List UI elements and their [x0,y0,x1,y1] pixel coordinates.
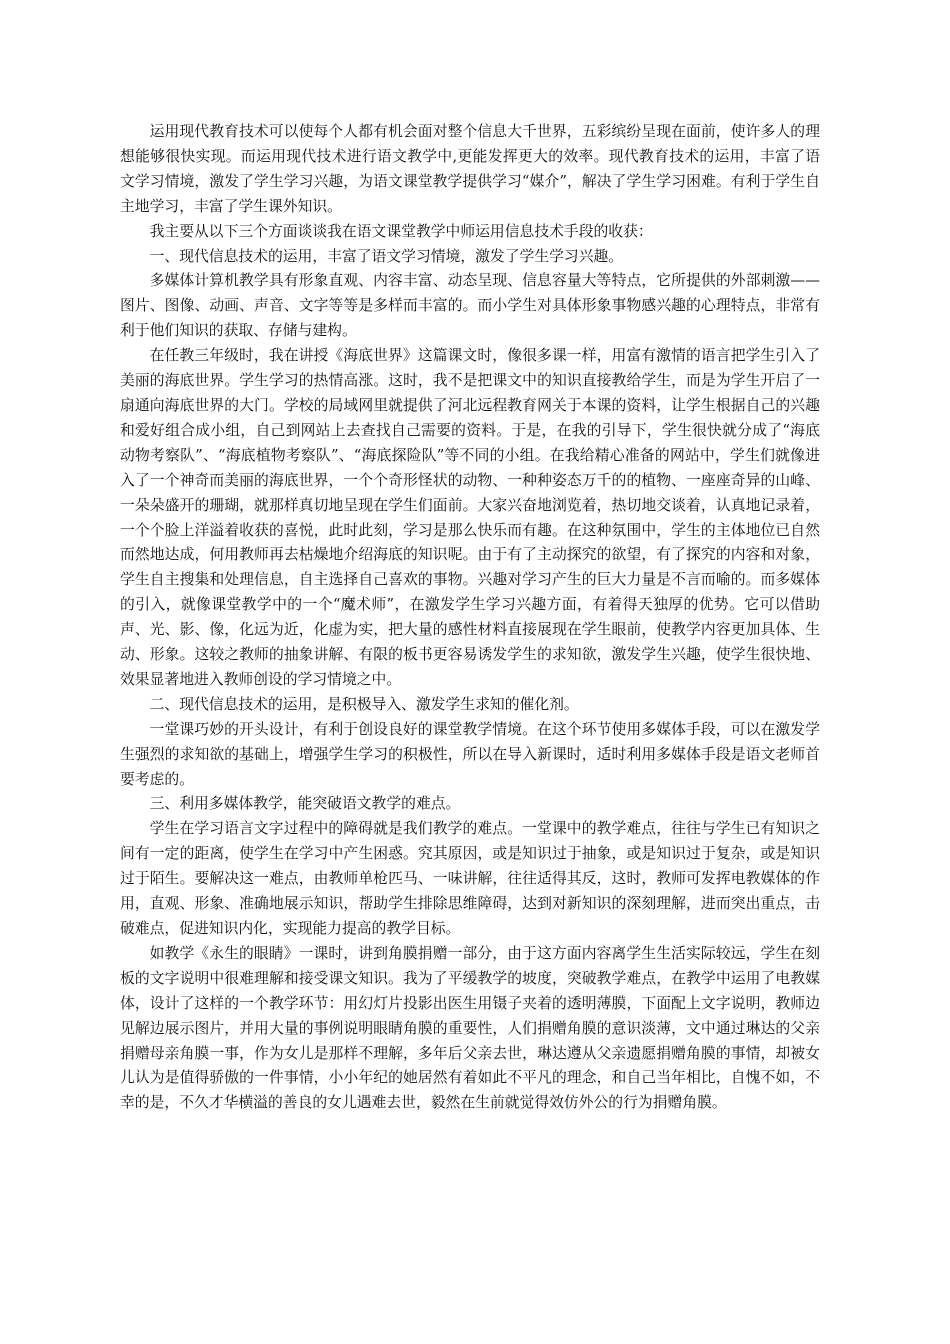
section-heading-2: 二、现代信息技术的运用，是积极导入、激发学生求知的催化剂。 [149,695,579,713]
section-heading-1: 一、现代信息技术的运用，丰富了语文学习情境，激发了学生学习兴趣。 [149,247,624,265]
paragraph-eternal-eyes-example: 如教学《永生的眼睛》一课时，讲到角膜捐赠一部分，由于这方面内容离学生生活实际较远，学生在刻板的文字说明中很难理解和接受课文知识。我为了平缓教学的坡度，突破教学难点，在教学中运用了电教媒体，设计了这样的一个教学环节：用幻灯片投影出医生用镊子夹着的透明薄膜，下面配上文字说明，教师边见解边展示图片，并用大量的事例说明眼睛角膜的重要性，人们捐赠角膜的意识淡薄，文中通过琳达的父亲捐赠母亲角膜一事，作为女儿是那样不理解，多年后父亲去世，琳达遵从父亲遗愿捐赠角膜的事情，却被女儿认为是值得骄傲的一件事情，小小年纪的她居然有着如此不平凡的理念，和自己当年相比，自愧不如，不幸的是，不久才华横溢的善良的女儿遇难去世，毅然在生前就觉得效仿外公的行为捐赠角膜。 [120,944,820,1112]
section-heading-3: 三、利用多媒体教学，能突破语文教学的难点。 [149,795,461,813]
paragraph-teaching-difficulties: 学生在学习语言文字过程中的障碍就是我们教学的难点。一堂课中的教学难点，往往与学生已有知识之间有一定的距离，使学生在学习中产生困惑。究其原因，或是知识过于抽象，或是知识过于复杂，或是知识过于陌生。要解决这一难点，由教师单枪匹马、一味讲解，往往适得其反，这时，教师可发挥电教媒体的作用，直观、形象、准确地展示知识，帮助学生排除思维障碍，达到对新知识的深刻理解，进而突出重点，击破难点，促进知识内化，实现能力提高的教学目标。 [120,820,820,937]
document-page [120,120,820,1116]
paragraph-overview: 我主要从以下三个方面谈谈我在语文课堂教学中师运用信息技术手段的收获： [149,222,653,240]
paragraph-intro: 运用现代教育技术可以使每个人都有机会面对整个信息大千世界，五彩缤纷呈现在面前，使许多人的理想能够很快实现。而运用现代技术进行语文教学中,更能发挥更大的效率。现代教育技术的运用，丰富了语文学习情境，激发了学生学习兴趣，为语文课堂教学提供学习“媒介”，解决了学生学习困难。有利于学生自主地学习，丰富了学生课外知识。 [120,123,820,215]
paragraph-undersea-world-example: 在任教三年级时，我在讲授《海底世界》这篇课文时，像很多课一样，用富有激情的语言把学生引入了美丽的海底世界。学生学习的热情高涨。这时，我不是把课文中的知识直接教给学生，而是为学生开启了一扇通向海底世界的大门。学校的局域网里就提供了河北远程教育网关于本课的资料，让学生根据自己的兴趣和爱好组合成小组，自己到网站上去查找自己需要的资料。于是，在我的引导下，学生很快就分成了“海底动物考察队”、“海底植物考察队”、“海底探险队”等不同的小组。在我给精心准备的网站中，学生们就像进入了一个神奇而美丽的海底世界，一个个奇形怪状的动物、一种种姿态万千的的植物、一座座奇异的山峰、一朵朵盛开的珊瑚，就那样真切地呈现在学生们面前。大家兴奋地浏览着，热切地交谈着，认真地记录着，一个个脸上洋溢着收获的喜悦，此时此刻，学习是那么快乐而有趣。在这种氛围中，学生的主体地位已自然而然地达成，何用教师再去枯燥地介绍海底的知识呢。由于有了主动探究的欲望，有了探究的内容和对象，学生自主搜集和处理信息，自主选择自己喜欢的事物。兴趣对学习产生的巨大力量是不言而喻的。而多媒体的引入，就像课堂教学中的一个“魔术师”，在激发学生学习兴趣方面，有着得天独厚的优势。它可以借助声、光、影、像，化远为近，化虚为实，把大量的感性材料直接展现在学生眼前，使教学内容更加具体、生动、形象。这较之教师的抽象讲解、有限的板书更容易诱发学生的求知欲，激发学生兴趣，使学生很快地、效果显著地进入教师创设的学习情境之中。 [120,347,820,688]
paragraph-multimedia-features: 多媒体计算机教学具有形象直观、内容丰富、动态呈现、信息容量大等特点，它所提供的外部刺激——图片、图像、动画、声音、文字等等是多样而丰富的。而小学生对具体形象事物感兴趣的心理特点，非常有利于他们知识的获取、存储与建构。 [120,272,820,340]
paragraph-lesson-opening: 一堂课巧妙的开头设计，有利于创设良好的课堂教学情境。在这个环节使用多媒体手段，可以在激发学生强烈的求知欲的基础上，增强学生学习的积极性，所以在导入新课时，适时利用多媒体手段是语文老师首要考虑的。 [120,720,820,788]
